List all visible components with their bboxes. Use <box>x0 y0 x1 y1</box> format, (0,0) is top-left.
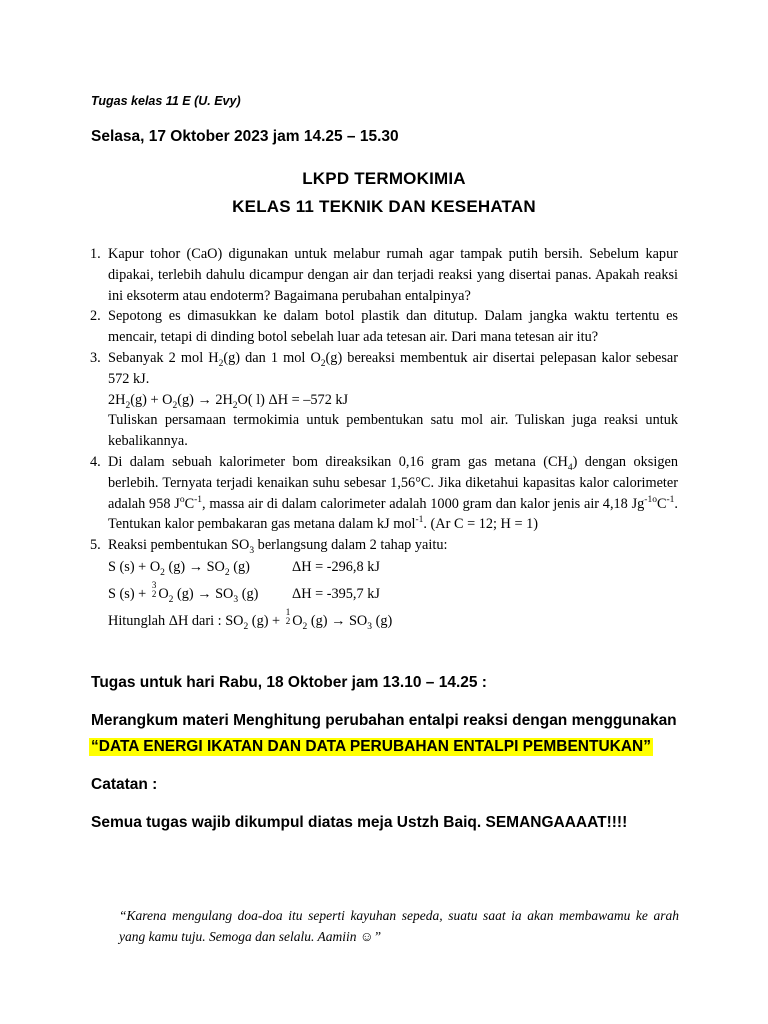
fraction-one-half: 1 2 <box>285 607 291 627</box>
highlighted-topic: “DATA ENERGI IKATAN DAN DATA PERUBAHAN ENTALPI PEMBENTUKAN” <box>91 738 651 755</box>
question-text: Kapur tohor (CaO) digunakan untuk melabur rumah agar tampak putih bersih. Sebelum kapur dipakai, terlebih dahulu dicampur dengan air dan terjadi reaksi yang disertai panas. Apakah reaksi ini eksoterm atau endoterm? Bagaimana perubahan entalpinya? <box>108 246 678 304</box>
reaction-step-1: S $(s) + O_2$ $(g) \to SO_2$ (g) ΔH = -296,8 kJ <box>108 558 380 578</box>
class-assignment-note: Tugas kelas 11 E (U. Evy) <box>91 94 241 108</box>
question-number: 3. <box>90 349 101 366</box>
question-text: Sepotong es dimasukkan ke dalam botol plastik dan ditutup. Dalam jangka waktu tertentu es mencair, tetapi di dinding botol sebelah luar ada tetesan air. Dari mana tetesan air itu? <box>108 308 678 346</box>
summary-instruction: Merangkum materi Menghitung perubahan entalpi reaksi dengan menggunakan <box>91 712 677 729</box>
thermochemical-equation: $2H_2(g) + O_2(g) \to 2H_2O$( l) ΔH = –572 kJ <box>108 391 349 411</box>
question-text: Di dalam sebuah kalorimeter bom direaksikan 0,16 gram gas metana $(CH_4)$ dengan oksigen berlebih. Ternyata terjadi kenaikan suhu sebesar 1,56°C. Jika diketahui kapasitas kalor calorimeter adalah 958 $J^oC^{-1}$, massa air di dalam calorimeter adalah 1000 gram dan kalor jenis air 4,18 $Jg^{-1o}C^{-1}$. Tentukan kalor pembakaran gas metana dalam kJ mol$^{-1}$. (Ar C = 12; H = 1) <box>108 453 678 533</box>
notes-label: Catatan : <box>91 776 158 793</box>
arrow-icon: → <box>197 585 212 602</box>
question-number: 2. <box>90 308 101 325</box>
question-1 <box>90 244 678 306</box>
question-text: Sebanyak 2 mol $H_2(g)$ dan 1 mol $O_2(g)$ bereaksi membentuk air disertai pelepasan kalor sebesar 572 kJ. <box>108 349 678 387</box>
question-number: 1. <box>90 246 101 262</box>
submission-note: Semua tugas wajib dikumpul diatas meja Ustzh Baiq. SEMANGAAAAT!!!! <box>91 814 628 831</box>
question-2 <box>90 306 678 348</box>
question-4 <box>90 452 678 535</box>
fraction-three-halves: 3 2 <box>151 580 157 600</box>
question-number: 4. <box>90 453 101 470</box>
question-number: 5. <box>90 537 101 554</box>
question-5 <box>90 535 678 631</box>
arrow-icon: → <box>331 612 346 629</box>
motivational-quote: “Karena mengulang doa-doa itu seperti kayuhan sepeda, suatu saat ia akan membawamu ke arah yang kamu tuju. Semoga dan selalu. Aamiin ☺” <box>119 908 679 944</box>
document-title: LKPD TERMOKIMIA <box>302 169 466 188</box>
question-instruction: Tuliskan persamaan termokimia untuk pembentukan satu mol air. Tuliskan juga reaksi untuk kebalikannya. <box>108 412 678 450</box>
question-list <box>90 244 678 631</box>
document-subtitle: KELAS 11 TEKNIK DAN KESEHATAN <box>232 197 536 216</box>
calculate-question: Hitunglah ΔH dari : $SO_2$ (g) + 1 2 $O_2$ $(g) \to SO_3$ (g) <box>108 607 393 632</box>
question-3 <box>90 348 678 452</box>
reaction-step-2: S (s) + 3 2 $O_2$ $(g) \to SO_3$ (g) ΔH = -395,7 kJ <box>108 580 380 605</box>
arrow-icon: → <box>188 558 204 575</box>
task-heading: Tugas untuk hari Rabu, 18 Oktober jam 13.10 – 14.25 : <box>91 674 487 691</box>
schedule-heading: Selasa, 17 Oktober 2023 jam 14.25 – 15.30 <box>91 128 399 145</box>
question-text: Reaksi pembentukan $SO_3$ berlangsung dalam 2 tahap yaitu: <box>108 537 448 557</box>
